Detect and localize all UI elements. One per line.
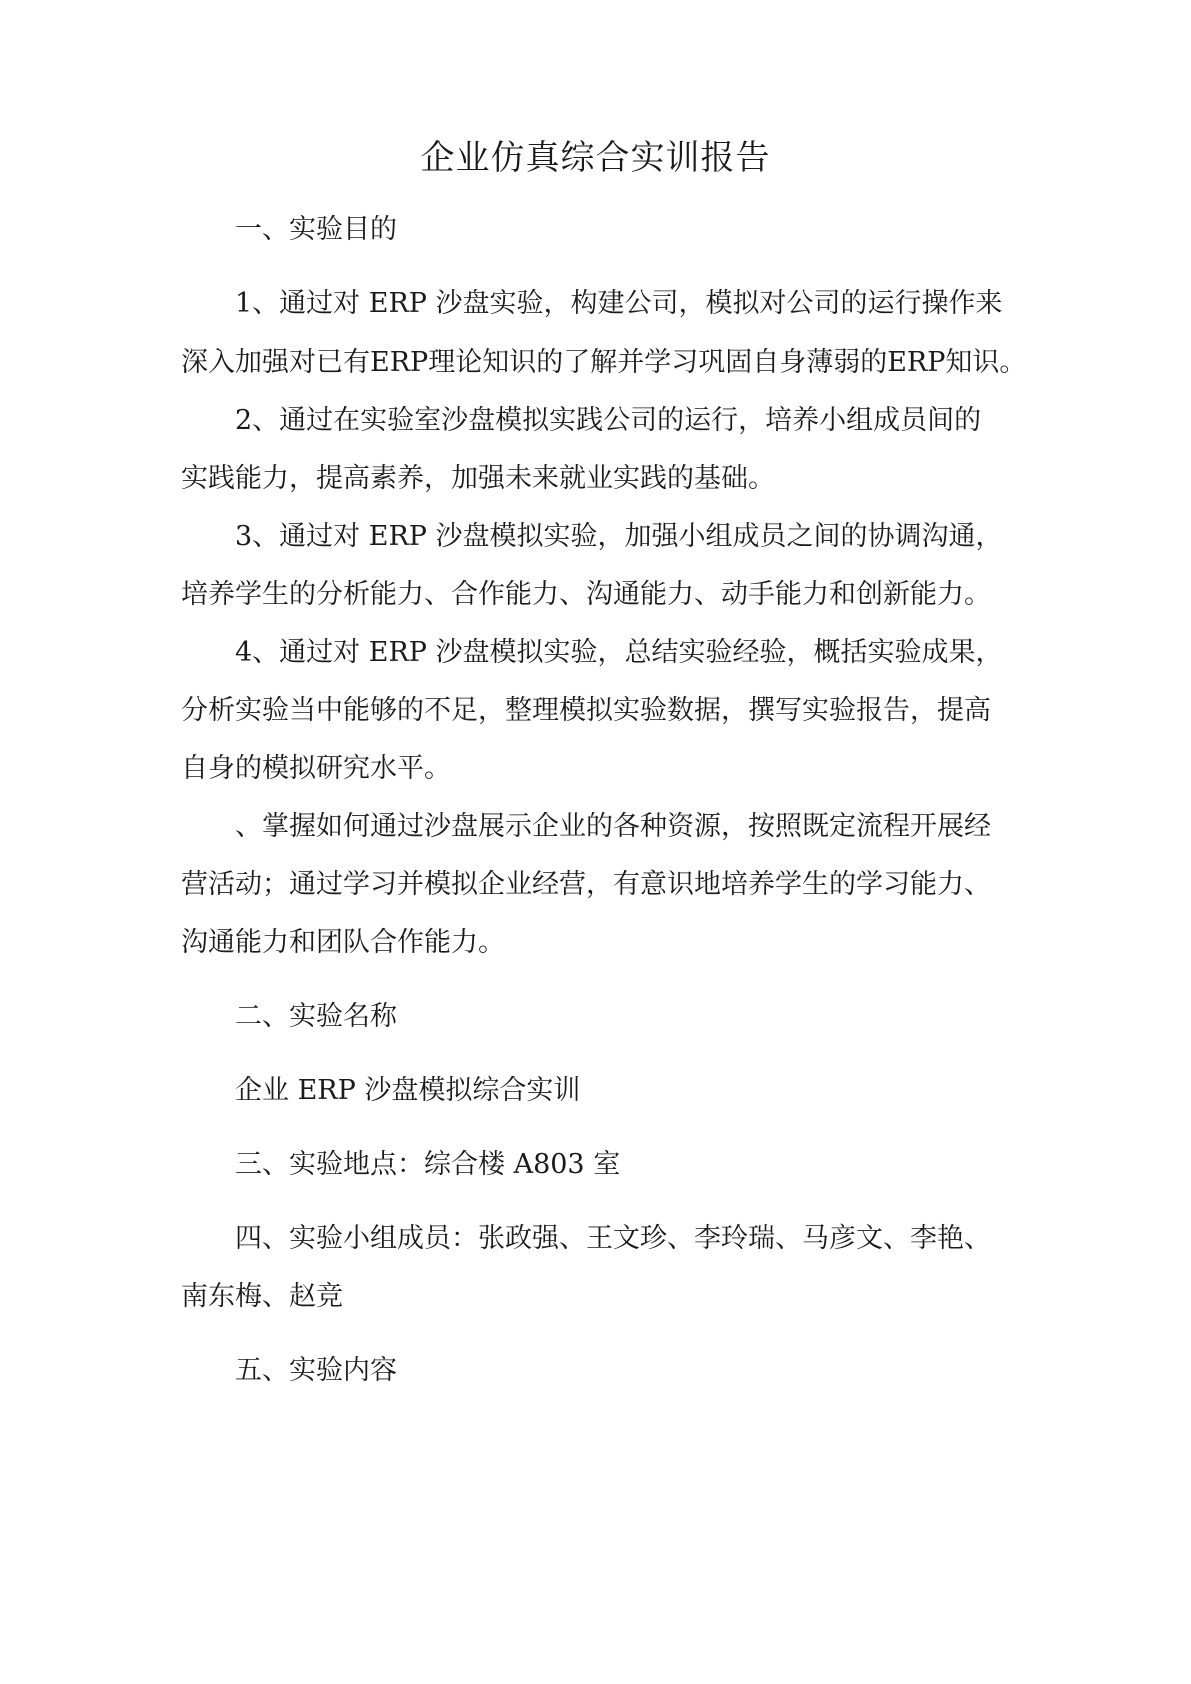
paragraph-4-line-1: 4、通过对 ERP 沙盘模拟实验，总结实验经验，概括实验成果， (235, 637, 1003, 668)
paragraph-5-line-2: 营活动；通过学习并模拟企业经营，有意识地培养学生的学习能力、 (181, 869, 991, 900)
section-heading-name: 二、实验名称 (235, 1001, 397, 1032)
document-title: 企业仿真综合实训报告 (420, 138, 771, 178)
paragraph-3-line-2: 培养学生的分析能力、合作能力、沟通能力、动手能力和创新能力。 (181, 579, 991, 610)
experiment-name: 企业 ERP 沙盘模拟综合实训 (235, 1075, 581, 1106)
paragraph-4-line-3: 自身的模拟研究水平。 (181, 753, 451, 784)
section-heading-purpose: 一、实验目的 (235, 214, 397, 245)
paragraph-1-line-2: 深入加强对已有ERP理论知识的了解并学习巩固自身薄弱的ERP知识。 (181, 347, 1027, 378)
section-heading-content: 五、实验内容 (235, 1355, 397, 1386)
team-members-line-2: 南东梅、赵竞 (181, 1281, 343, 1312)
paragraph-5-line-1: 、掌握如何通过沙盘展示企业的各种资源，按照既定流程开展经 (235, 811, 991, 842)
paragraph-5-line-3: 沟通能力和团队合作能力。 (181, 927, 505, 958)
paragraph-4-line-2: 分析实验当中能够的不足，整理模拟实验数据，撰写实验报告，提高 (181, 695, 991, 726)
paragraph-3-line-1: 3、通过对 ERP 沙盘模拟实验，加强小组成员之间的协调沟通， (235, 521, 1003, 552)
team-members-line-1: 四、实验小组成员：张政强、王文珍、李玲瑞、马彦文、李艳、 (235, 1223, 991, 1254)
paragraph-2-line-2: 实践能力，提高素养，加强未来就业实践的基础。 (181, 463, 775, 494)
paragraph-2-line-1: 2、通过在实验室沙盘模拟实践公司的运行，培养小组成员间的 (235, 405, 982, 436)
paragraph-1-line-1: 1、通过对 ERP 沙盘实验，构建公司，模拟对公司的运行操作来 (235, 288, 1003, 319)
section-heading-location: 三、实验地点：综合楼 A803 室 (235, 1149, 621, 1180)
